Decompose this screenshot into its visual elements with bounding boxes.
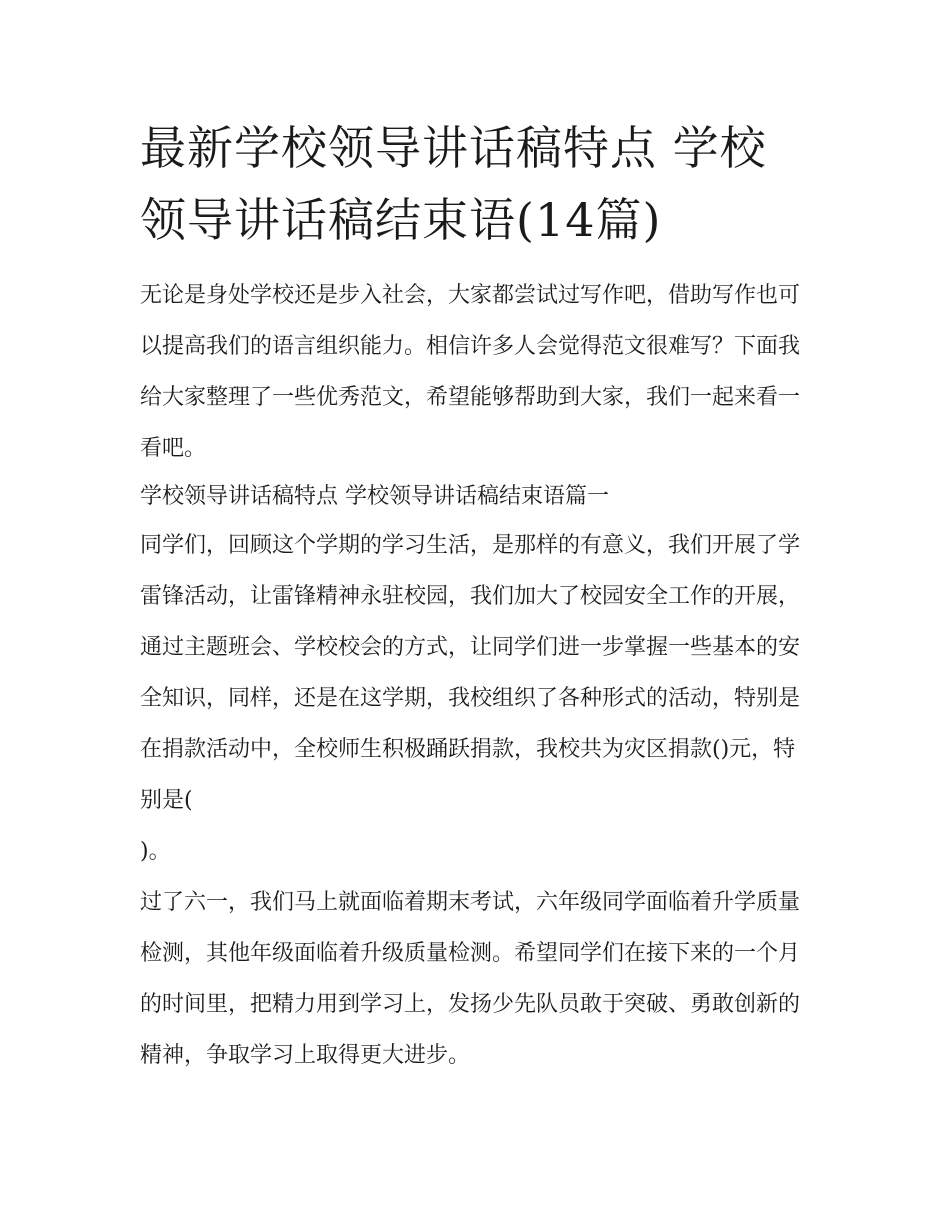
body-paragraph-2: 过了六一，我们马上就面临着期末考试，六年级同学面临着升学质量检测，其他年级面临着升级质量检测。希望同学们在接下来的一个月的时间里，把精力用到学习上，发扬少先队员敢于突破、勇敢创新的精神，争取学习上取得更大进步。 xyxy=(140,890,801,1068)
document-page xyxy=(140,112,812,1081)
document-title: 最新学校领导讲话稿特点 学校领导讲话稿结束语(14篇) xyxy=(140,121,767,247)
intro-paragraph: 无论是身处学校还是步入社会，大家都尝试过写作吧，借助写作也可以提高我们的语言组织能力。相信许多人会觉得范文很难写？下面我给大家整理了一些优秀范文，希望能够帮助到大家，我们一起来看一看吧。 xyxy=(140,283,801,461)
body-paragraph-1: 同学们，回顾这个学期的学习生活，是那样的有意义，我们开展了学雷锋活动，让雷锋精神永驻校园，我们加大了校园安全工作的开展，通过主题班会、学校校会的方式，让同学们进一步掌握一些基本的安全知识，同样，还是在这学期，我校组织了各种形式的活动，特别是在捐款活动中，全校师生积极踊跃捐款，我校共为灾区捐款()元，特别是( xyxy=(140,533,801,813)
body-paragraph-1-tail: )。 xyxy=(140,839,171,864)
section-heading: 学校领导讲话稿特点 学校领导讲话稿结束语篇一 xyxy=(140,484,609,509)
